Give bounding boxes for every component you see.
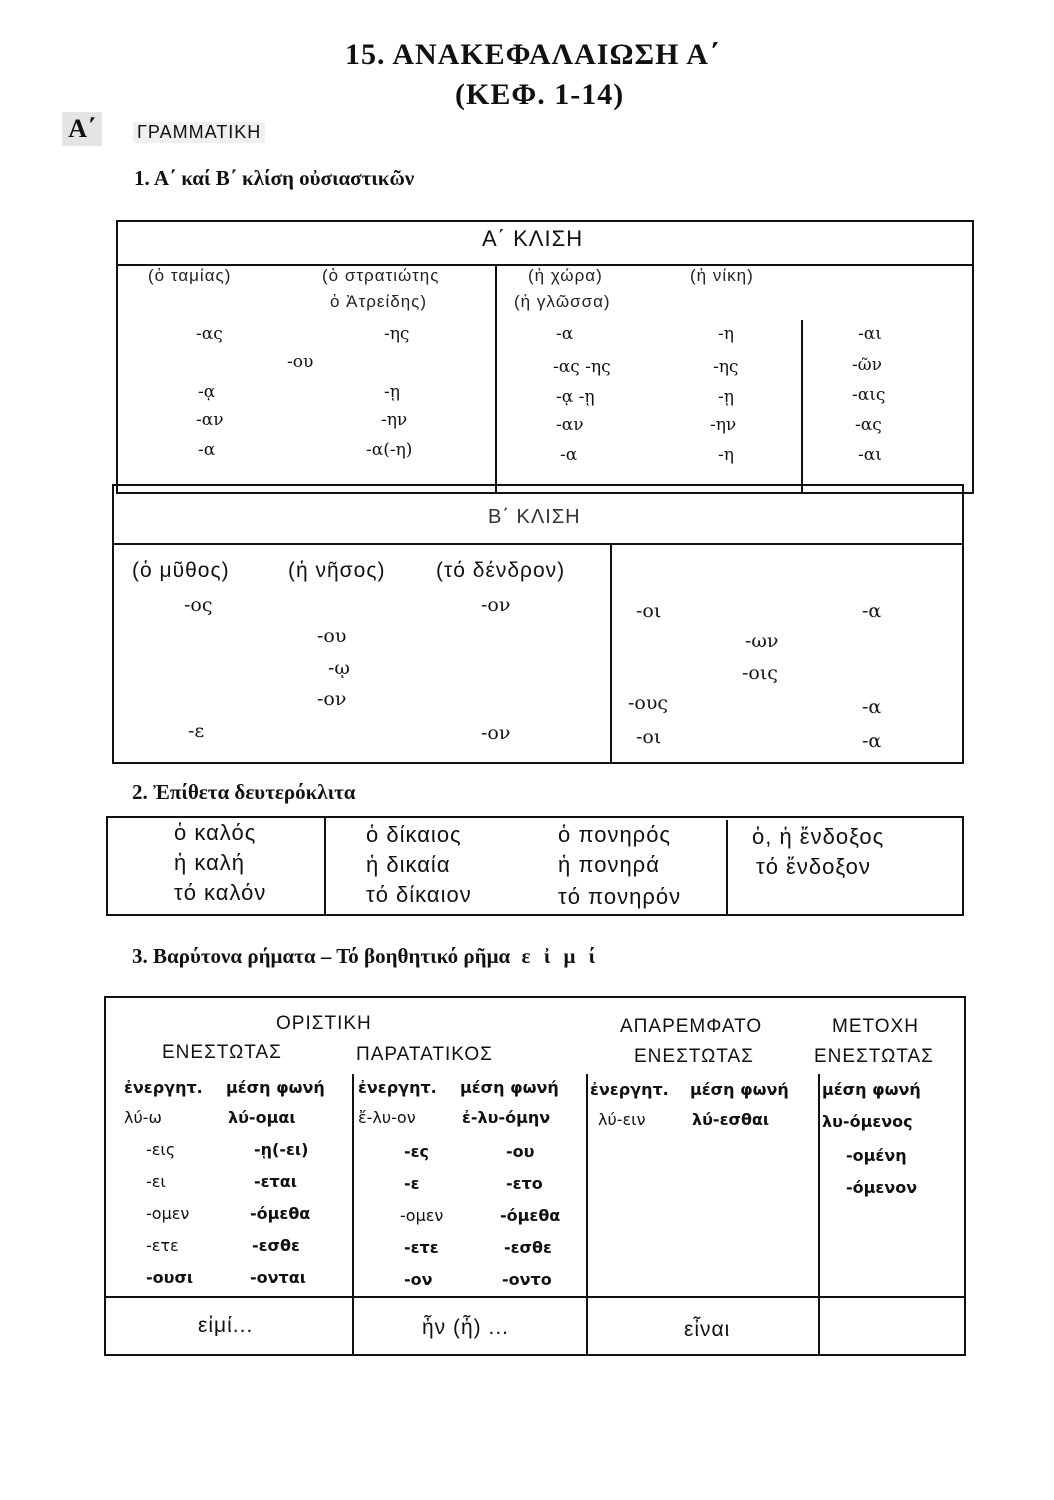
verb-form: ἐ-λυ-όμην	[462, 1108, 551, 1127]
participle-neut: -όμενον	[846, 1178, 918, 1197]
part2-heading: 2. Ἐπίθετα δευτερόκλιτα	[132, 780, 356, 804]
ending: -ᾳ	[198, 382, 216, 402]
verb-form: λύ-ομαι	[228, 1108, 296, 1127]
voice-middle: μέση φωνή	[690, 1080, 789, 1099]
ending: -ου	[317, 625, 347, 647]
verb-form: -ον	[404, 1270, 433, 1289]
verb-form: -ει	[146, 1172, 166, 1191]
adj-endoxon: τό ἔνδοξον	[756, 854, 871, 879]
part3-heading-eimi: ε ἰ μ ί	[521, 944, 600, 968]
adj-dikaia: ἡ δικαία	[366, 852, 451, 877]
eimi-infinitive: εἶναι	[684, 1318, 731, 1341]
ending: -ον	[481, 722, 511, 744]
ending: -ους	[628, 692, 669, 714]
ending: -ῃ	[718, 387, 734, 407]
adj-poniron: τό πονηρόν	[558, 884, 682, 909]
ending: -ην	[381, 410, 408, 430]
ending: -οις	[742, 662, 778, 684]
ending: -αν	[556, 415, 584, 435]
ending: -α	[556, 324, 574, 344]
a-klisi-title: Α΄ ΚΛΙΣΗ	[482, 226, 584, 251]
ending: -α	[198, 440, 216, 460]
oristiki-label: ΟΡΙΣΤΙΚΗ	[276, 1013, 372, 1034]
verb-form: -εις	[146, 1140, 176, 1159]
ending: -ου	[287, 352, 314, 372]
verb-form: -ετε	[146, 1236, 179, 1255]
ending: -η	[718, 445, 734, 465]
ending: -ον	[317, 688, 347, 710]
verb-form: -ου	[506, 1142, 535, 1161]
verb-form: -ουσι	[146, 1268, 194, 1287]
verb-form: -οντο	[502, 1270, 552, 1289]
ending: -ης	[384, 324, 410, 344]
adj-kali: ἡ καλή	[174, 850, 246, 875]
ending: -α(-η)	[366, 440, 413, 460]
participle-masc: λυ-όμενος	[822, 1112, 913, 1131]
aparemfato-label: ΑΠΑΡΕΜΦΑΤΟ	[620, 1016, 763, 1037]
adj-kalon: τό καλόν	[174, 880, 267, 905]
enestotas-label: ΕΝΕΣΤΩΤΑΣ	[162, 1042, 282, 1063]
ending: -ῳ	[328, 657, 350, 679]
verb-form: -ομεν	[400, 1206, 444, 1225]
metoxi-label: ΜΕΤΟΧΗ	[832, 1016, 919, 1037]
header-chora: (ἡ χώρα)	[528, 266, 603, 285]
voice-active: ἐνεργητ.	[590, 1080, 669, 1099]
header-nisos: (ἡ νῆσος)	[288, 559, 386, 582]
ending: -ας	[855, 415, 882, 435]
adj-dikaion: τό δίκαιον	[366, 882, 472, 907]
ending: -ας -ης	[553, 357, 611, 377]
header-tamias: (ὁ ταμίας)	[148, 266, 232, 285]
ending: -ος	[184, 594, 213, 616]
verb-form: -όμεθα	[500, 1206, 561, 1225]
ending: -α	[862, 730, 882, 752]
adj-poniros: ὁ πονηρός	[558, 822, 672, 847]
verb-form: -ονται	[250, 1268, 306, 1287]
verb-form: -ετε	[404, 1238, 439, 1257]
infinitive-middle: λύ-εσθαι	[692, 1110, 770, 1129]
verb-form: ἔ-λυ-ον	[358, 1108, 416, 1127]
ending: -οι	[636, 726, 662, 748]
ending: -οι	[636, 600, 662, 622]
a-klisi-table	[116, 220, 974, 494]
header-dendron: (τό δένδρον)	[436, 559, 566, 582]
part3-heading	[132, 944, 599, 969]
participle-fem: -ομένη	[846, 1146, 907, 1165]
adj-endoxos: ὁ, ἡ ἔνδοξος	[752, 824, 885, 849]
verb-form: -ῃ(-ει)	[254, 1140, 309, 1159]
ending: -ῶν	[852, 355, 882, 375]
b-klisi-title: Β΄ ΚΛΙΣΗ	[488, 506, 581, 528]
section-name: ΓΡΑΜΜΑΤΙΚΗ	[133, 122, 265, 143]
page-title: 15. ΑΝΑΚΕΦΑΛΑΙΩΣΗ Α΄	[345, 38, 720, 71]
adj-ponira: ἡ πονηρά	[558, 852, 660, 877]
ending: -ε	[188, 720, 205, 742]
adj-kalos: ὁ καλός	[174, 820, 257, 845]
ending: -αι	[858, 324, 882, 344]
header-mythos: (ὁ μῦθος)	[132, 559, 230, 582]
infinitive-active: λύ-ειν	[598, 1110, 646, 1129]
voice-active: ἐνεργητ.	[358, 1078, 437, 1097]
eimi-imperfect: ἦν (ἦ) ...	[422, 1316, 510, 1339]
ending: -α	[560, 445, 578, 465]
verb-form: -όμεθα	[250, 1204, 311, 1223]
enestotas-inf-label: ΕΝΕΣΤΩΤΑΣ	[634, 1046, 754, 1067]
verb-form: λύ-ω	[124, 1108, 162, 1127]
ending: -ᾳ -ῃ	[556, 387, 595, 407]
section-letter: Α΄	[62, 112, 102, 146]
adj-dikaios: ὁ δίκαιος	[366, 822, 462, 847]
paratatikos-label: ΠΑΡΑΤΑΤΙΚΟΣ	[356, 1044, 493, 1065]
ending: -ον	[481, 594, 511, 616]
header-atreidis: ὁ Ἀτρείδης)	[330, 292, 428, 311]
page-subtitle: (ΚΕΦ. 1-14)	[455, 78, 625, 111]
voice-active: ἐνεργητ.	[124, 1078, 203, 1097]
header-glossa: (ἡ γλῶσσα)	[514, 292, 611, 311]
voice-middle: μέση φωνή	[226, 1078, 325, 1097]
ending: -αν	[196, 410, 224, 430]
ending: -α	[862, 696, 882, 718]
verb-form: -ομεν	[146, 1204, 190, 1223]
ending: -η	[718, 324, 734, 344]
ending: -ας	[196, 324, 223, 344]
voice-middle: μέση φωνή	[460, 1078, 559, 1097]
ending: -αις	[852, 385, 886, 405]
ending: -α	[862, 600, 882, 622]
verb-form: -ε	[404, 1174, 420, 1193]
ending: -αι	[858, 445, 882, 465]
ending: -ῃ	[384, 382, 400, 402]
verb-form: -ες	[404, 1142, 430, 1161]
verb-form: -εται	[254, 1172, 297, 1191]
part3-heading-text: 3. Βαρύτονα ρήματα – Τό βοηθητικό ρῆμα	[132, 944, 511, 968]
part1-heading: 1. Α΄ καί Β΄ κλίση οὐσιαστικῶν	[134, 166, 415, 190]
verb-form: -εσθε	[504, 1238, 552, 1257]
verb-form: -ετο	[506, 1174, 543, 1193]
verb-form: -εσθε	[252, 1236, 300, 1255]
voice-middle: μέση φωνή	[822, 1080, 921, 1099]
enestotas-part-label: ΕΝΕΣΤΩΤΑΣ	[814, 1046, 934, 1067]
ending: -ην	[710, 415, 737, 435]
eimi-present: εἰμί...	[198, 1314, 254, 1337]
header-stratiotis: (ὁ στρατιώτης	[322, 266, 440, 285]
header-niki: (ἡ νίκη)	[690, 266, 754, 285]
ending: -ης	[713, 357, 739, 377]
ending: -ων	[745, 630, 779, 652]
